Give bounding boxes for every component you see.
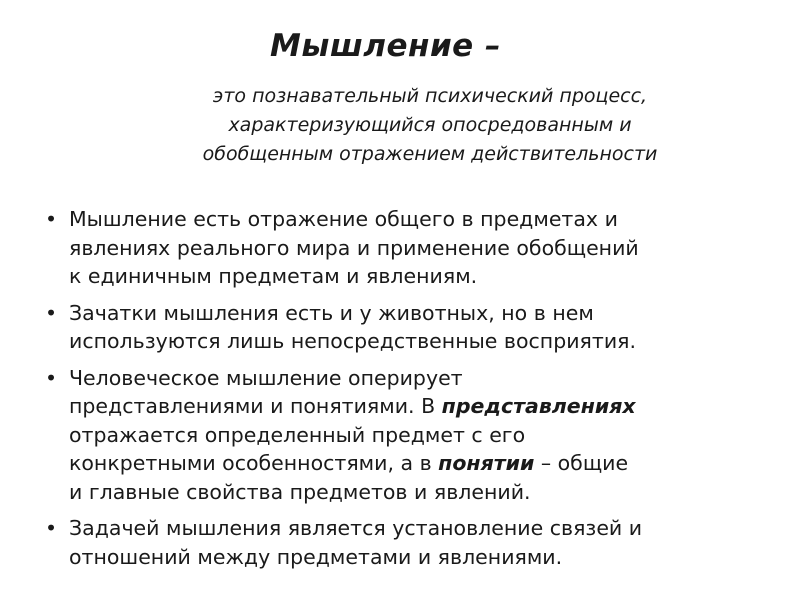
bullet-item xyxy=(45,205,775,291)
title-term: Мышление xyxy=(270,28,474,64)
bullet-line: и главные свойства предметов и явлений. xyxy=(69,479,531,504)
bullet-line: к единичным предметам и явлениям. xyxy=(69,264,478,288)
slide-title xyxy=(270,28,501,64)
bullet-text: конкретными особенностями, а в xyxy=(69,451,439,475)
title-dash: – xyxy=(473,28,501,64)
bullet-list xyxy=(45,205,775,579)
bullet-line: используются лишь непосредственные восприятия. xyxy=(69,329,636,353)
definition-line: это познавательный психический процесс, xyxy=(212,85,648,107)
definition-line: характеризующийся опосредованным и xyxy=(228,114,632,136)
term-representations: представлениях xyxy=(441,394,636,418)
bullet-line: Задачей мышления является установление связей и xyxy=(69,516,643,540)
bullet-marker: • xyxy=(45,207,58,231)
bullet-line: отношений между предметами и явлениями. xyxy=(69,544,563,569)
definition-text xyxy=(110,82,750,169)
bullet-item xyxy=(45,364,775,507)
bullet-text: – общие xyxy=(534,451,629,475)
term-concept: понятии xyxy=(438,451,535,475)
bullet-text: представлениями и понятиями. В xyxy=(69,394,442,418)
bullet-marker: • xyxy=(45,365,58,390)
bullet-item xyxy=(45,299,775,356)
bullet-line xyxy=(69,449,775,478)
bullet-line: Мышление есть отражение общего в предметах и xyxy=(69,207,618,231)
definition-line: обобщенным отражением действительности xyxy=(202,143,658,165)
bullet-line: явлениях реального мира и применение обобщений xyxy=(69,235,639,260)
bullet-line: Зачатки мышления есть и у животных, но в нем xyxy=(69,300,594,325)
bullet-item xyxy=(45,514,775,571)
bullet-marker: • xyxy=(45,516,58,540)
bullet-line xyxy=(69,392,775,421)
bullet-marker: • xyxy=(45,300,58,325)
bullet-line: Человеческое мышление оперирует xyxy=(69,365,463,390)
bullet-line: отражается определенный предмет с его xyxy=(69,422,526,447)
